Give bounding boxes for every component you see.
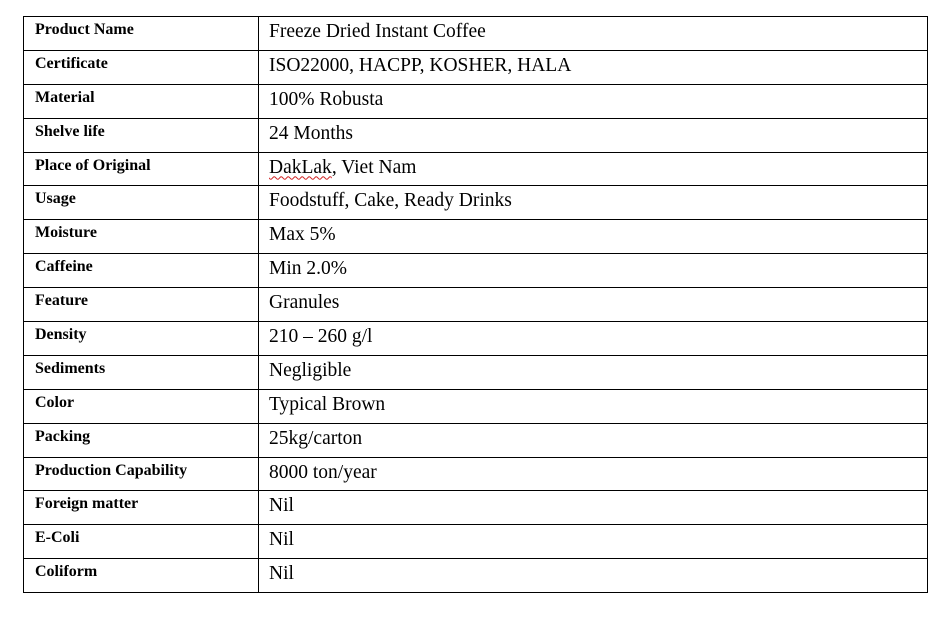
row-label: Sediments — [24, 355, 259, 389]
row-value: Granules — [259, 288, 928, 322]
row-value: 25kg/carton — [259, 423, 928, 457]
row-value: Nil — [259, 525, 928, 559]
row-label: Foreign matter — [24, 491, 259, 525]
row-label: Color — [24, 389, 259, 423]
table-row — [24, 152, 928, 186]
table-row — [24, 17, 928, 51]
row-value: Freeze Dried Instant Coffee — [259, 17, 928, 51]
row-value: ISO22000, HACPP, KOSHER, HALA — [259, 50, 928, 84]
row-value: Typical Brown — [259, 389, 928, 423]
row-label: Packing — [24, 423, 259, 457]
row-label: Place of Original — [24, 152, 259, 186]
row-label: E-Coli — [24, 525, 259, 559]
row-value: Nil — [259, 491, 928, 525]
row-value: Negligible — [259, 355, 928, 389]
row-label: Caffeine — [24, 254, 259, 288]
row-value-rest: , Viet Nam — [331, 156, 417, 178]
row-label: Coliform — [24, 559, 259, 593]
row-label: Product Name — [24, 17, 259, 51]
row-label: Shelve life — [24, 118, 259, 152]
table-row — [24, 288, 928, 322]
table-row — [24, 118, 928, 152]
row-value: 210 – 260 g/l — [259, 322, 928, 356]
row-value: 100% Robusta — [259, 84, 928, 118]
row-label: Feature — [24, 288, 259, 322]
spellcheck-flagged-word: DakLak — [269, 156, 332, 178]
table-row — [24, 220, 928, 254]
row-value: 24 Months — [259, 118, 928, 152]
table-row — [24, 525, 928, 559]
table-row — [24, 423, 928, 457]
row-label: Production Capability — [24, 457, 259, 491]
table-row — [24, 186, 928, 220]
row-value: Max 5% — [259, 220, 928, 254]
row-value — [259, 152, 928, 186]
table-row — [24, 491, 928, 525]
row-label: Material — [24, 84, 259, 118]
product-spec-table — [23, 16, 928, 593]
row-value: 8000 ton/year — [259, 457, 928, 491]
row-value: Foodstuff, Cake, Ready Drinks — [259, 186, 928, 220]
table-row — [24, 254, 928, 288]
row-label: Density — [24, 322, 259, 356]
table-row — [24, 559, 928, 593]
table-row — [24, 84, 928, 118]
row-value: Min 2.0% — [259, 254, 928, 288]
table-row — [24, 355, 928, 389]
table-row — [24, 457, 928, 491]
row-value: Nil — [259, 559, 928, 593]
table-row — [24, 322, 928, 356]
row-label: Usage — [24, 186, 259, 220]
table-row — [24, 389, 928, 423]
row-label: Certificate — [24, 50, 259, 84]
row-label: Moisture — [24, 220, 259, 254]
table-row — [24, 50, 928, 84]
